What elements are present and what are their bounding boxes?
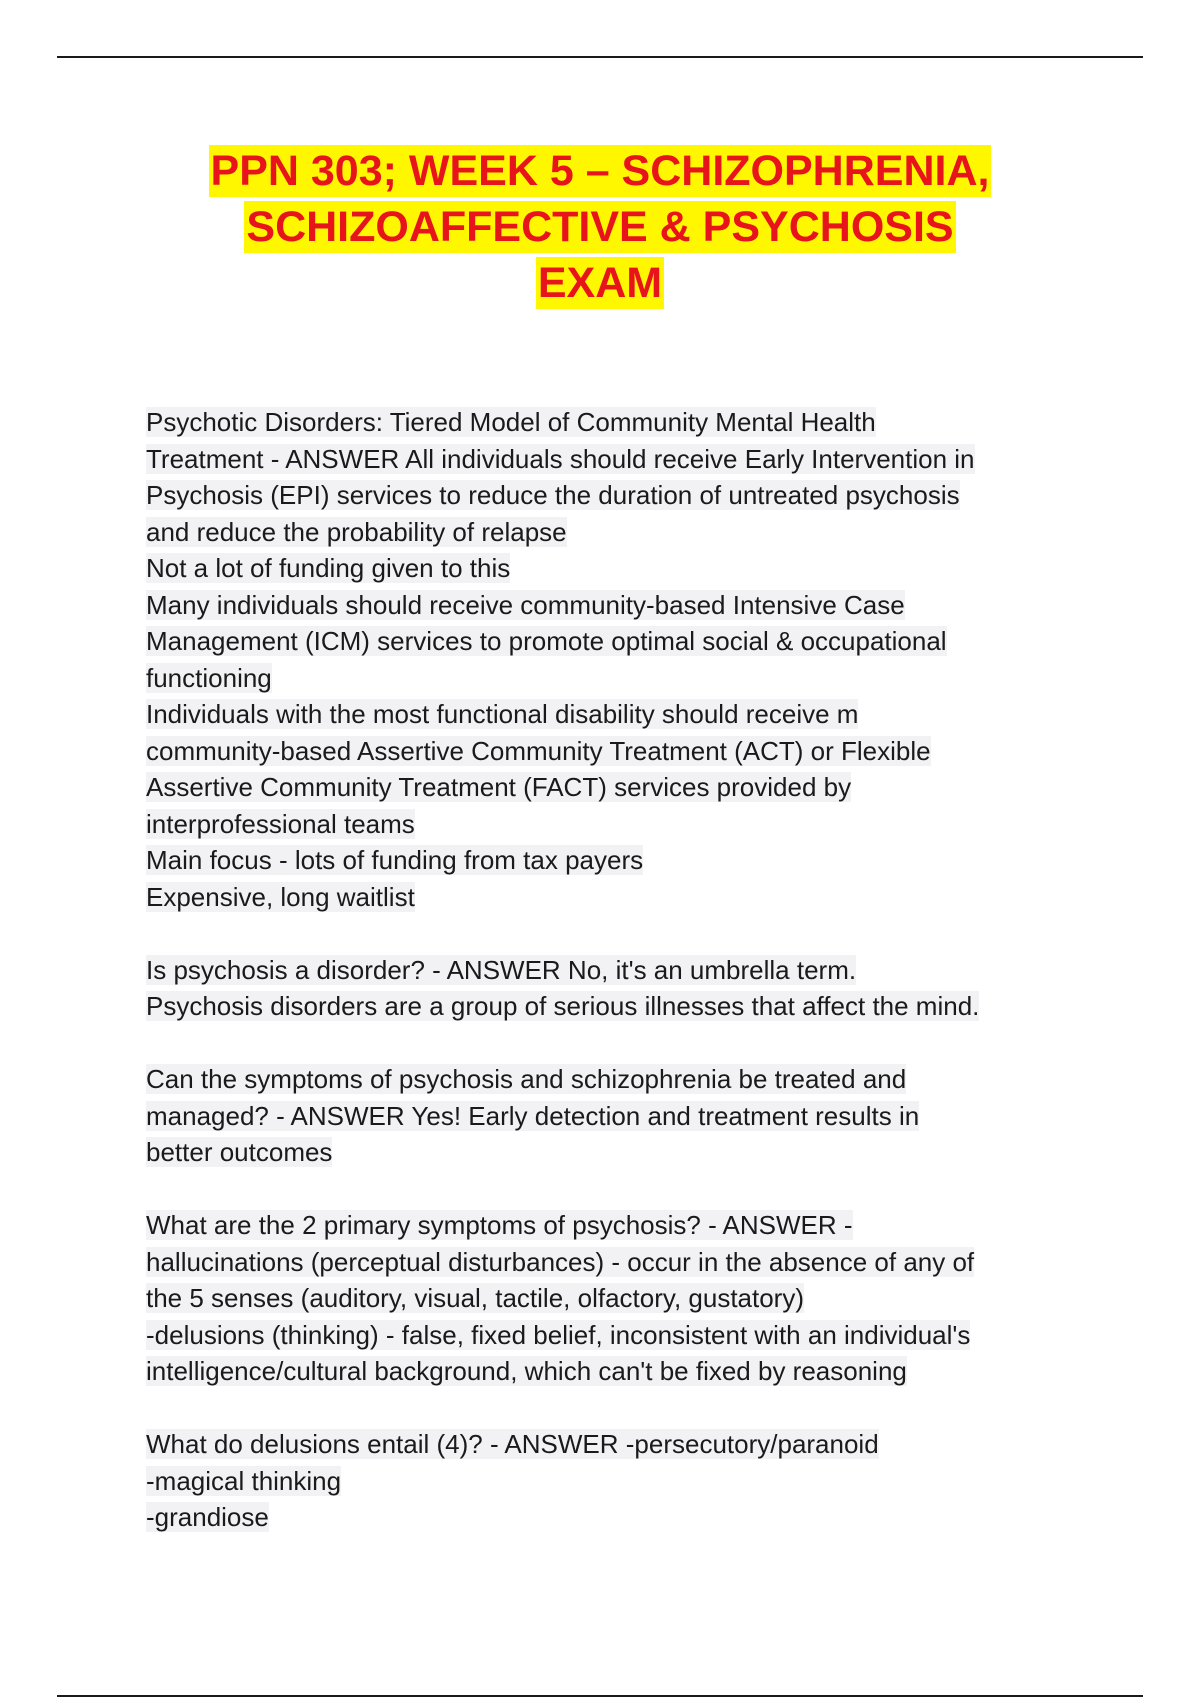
qa-block-tiered-model bbox=[146, 404, 1066, 915]
text-line: Many individuals should receive community-based Intensive Case bbox=[146, 589, 905, 620]
text-line: Is psychosis a disorder? - ANSWER No, it's an umbrella term. bbox=[146, 954, 857, 985]
text-line: Assertive Community Treatment (FACT) services provided by bbox=[146, 772, 852, 802]
text-line: Can the symptoms of psychosis and schizophrenia be treated and bbox=[146, 1064, 907, 1094]
text-line: intelligence/cultural background, which can't be fixed by reasoning bbox=[146, 1356, 907, 1386]
text-line: Psychosis disorders are a group of serious illnesses that affect the mind. bbox=[146, 991, 980, 1021]
text-line: interprofessional teams bbox=[146, 808, 415, 839]
title-line: SCHIZOAFFECTIVE & PSYCHOSIS bbox=[246, 203, 954, 251]
text-line: -magical thinking bbox=[146, 1465, 342, 1496]
text-line: -delusions (thinking) - false, fixed belief, inconsistent with an individual's bbox=[146, 1319, 971, 1350]
text-line: What do delusions entail (4)? - ANSWER -persecutory/paranoid bbox=[146, 1429, 879, 1459]
qa-block-psychosis-disorder bbox=[146, 952, 1066, 1025]
text-line: Treatment - ANSWER All individuals should receive Early Intervention in bbox=[146, 443, 975, 474]
text-line: and reduce the probability of relapse bbox=[146, 516, 567, 547]
text-line: Main focus - lots of funding from tax payers bbox=[146, 845, 644, 875]
top-rule bbox=[57, 56, 1143, 58]
text-line: -grandiose bbox=[146, 1502, 269, 1532]
text-line: What are the 2 primary symptoms of psychosis? - ANSWER - bbox=[146, 1210, 853, 1240]
text-line: functioning bbox=[146, 662, 272, 693]
text-line: managed? - ANSWER Yes! Early detection and treatment results in bbox=[146, 1100, 920, 1131]
text-line: Individuals with the most functional disability should receive m bbox=[146, 699, 859, 729]
text-line: the 5 senses (auditory, visual, tactile, olfactory, gustatory) bbox=[146, 1283, 804, 1313]
qa-block-delusions bbox=[146, 1426, 1066, 1536]
text-line: Management (ICM) services to promote optimal social & occupational bbox=[146, 626, 947, 656]
text-line: hallucinations (perceptual disturbances) - occur in the absence of any of bbox=[146, 1246, 975, 1277]
title-line: EXAM bbox=[537, 259, 663, 307]
text-line: Psychosis (EPI) services to reduce the duration of untreated psychosis bbox=[146, 480, 960, 510]
qa-block-primary-symptoms bbox=[146, 1207, 1066, 1390]
text-line: Psychotic Disorders: Tiered Model of Community Mental Health bbox=[146, 407, 876, 437]
text-line: Not a lot of funding given to this bbox=[146, 553, 511, 583]
document-body bbox=[146, 404, 1066, 1572]
title-line: PPN 303; WEEK 5 – SCHIZOPHRENIA, bbox=[210, 147, 990, 195]
text-line: community-based Assertive Community Treatment (ACT) or Flexible bbox=[146, 735, 931, 766]
text-line: Expensive, long waitlist bbox=[146, 881, 415, 912]
page-title bbox=[100, 143, 1100, 311]
qa-block-treatment bbox=[146, 1061, 1066, 1171]
bottom-rule bbox=[57, 1695, 1143, 1697]
text-line: better outcomes bbox=[146, 1137, 333, 1167]
